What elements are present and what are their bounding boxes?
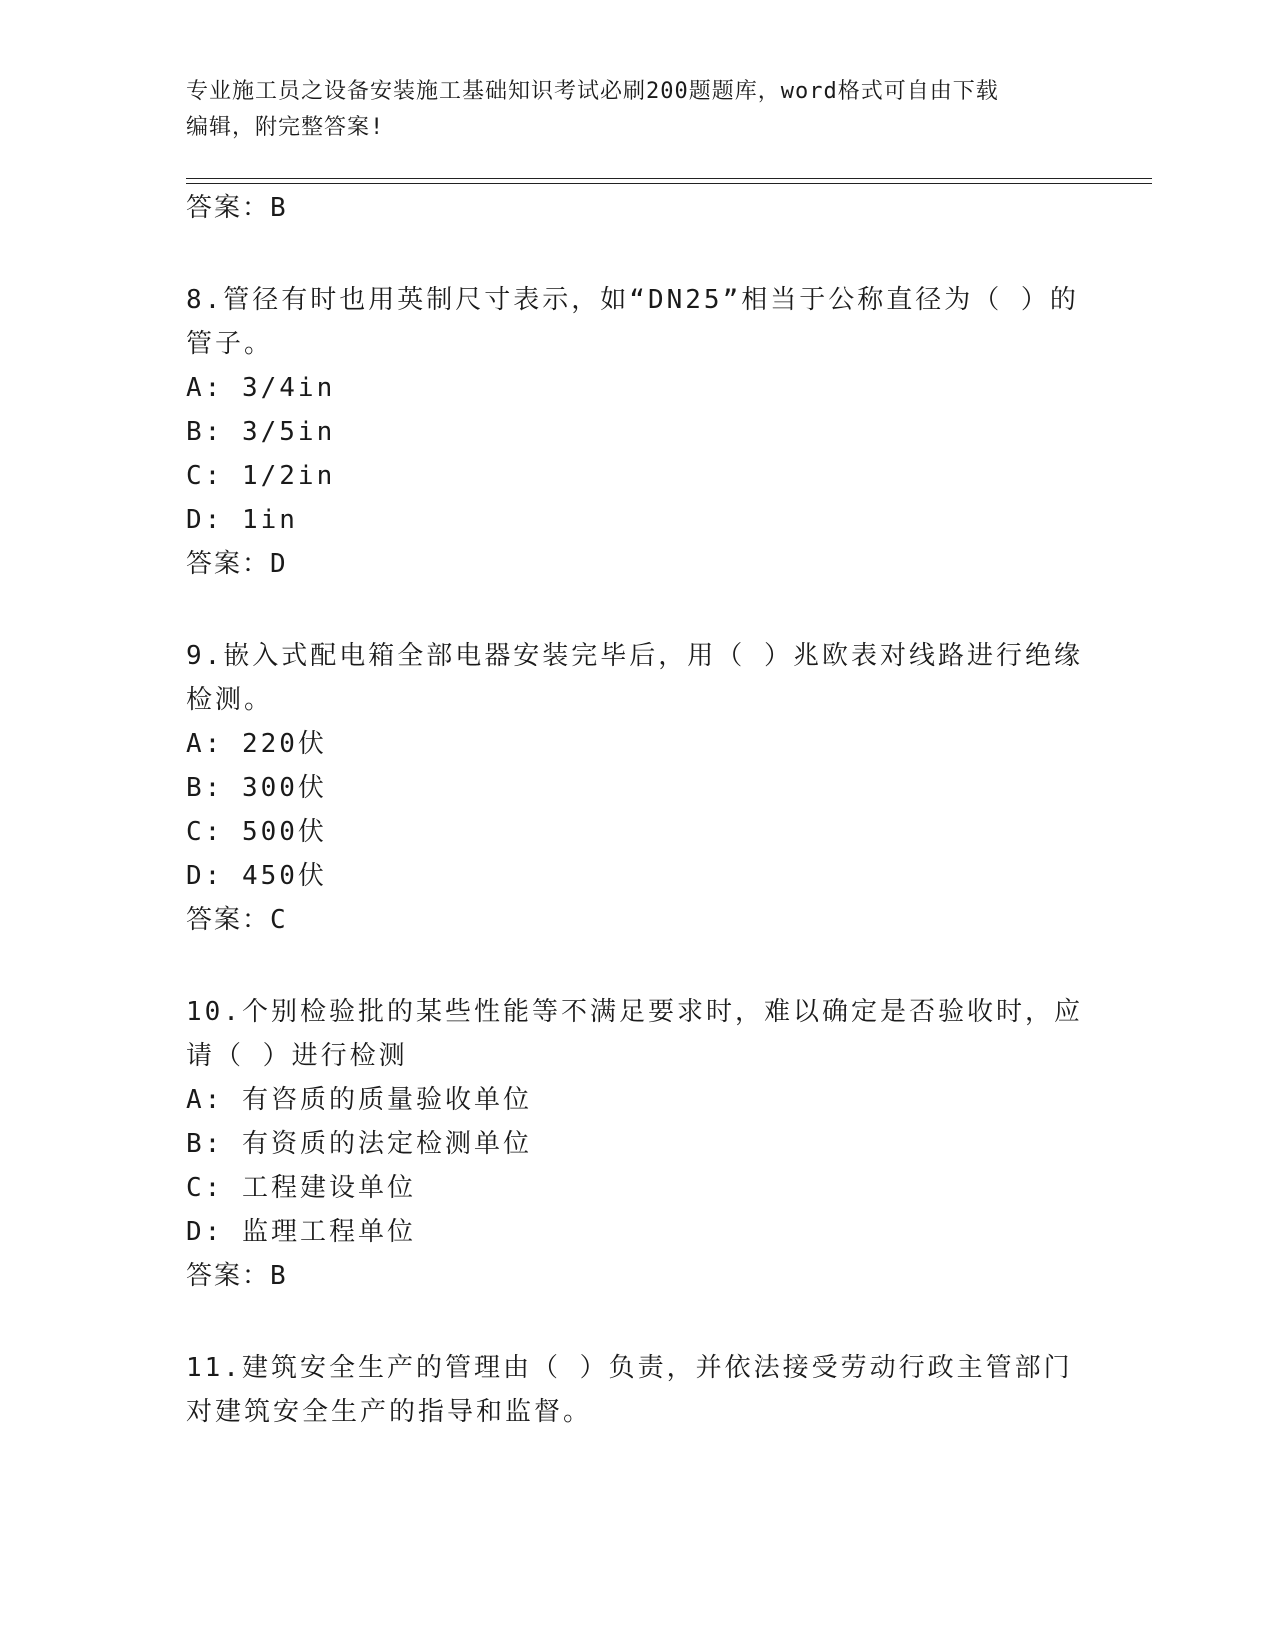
- previous-answer: 答案：B: [186, 193, 288, 223]
- question-10-option-c: C: 工程建设单位: [186, 1173, 416, 1203]
- question-9-stem-line-2: 检测。: [186, 685, 274, 715]
- question-8-stem-line-1: 8.管径有时也用英制尺寸表示，如“DN25”相当于公称直径为（ ）的: [186, 285, 1079, 315]
- question-8-option-d: D: 1in: [186, 505, 298, 535]
- question-10-stem-line-1: 10.个别检验批的某些性能等不满足要求时，难以确定是否验收时，应: [186, 997, 1083, 1027]
- question-9-option-d: D: 450伏: [186, 861, 327, 891]
- header-title-line-2: 编辑，附完整答案!: [186, 115, 385, 140]
- question-9-option-c: C: 500伏: [186, 817, 327, 847]
- question-8-stem-line-2: 管子。: [186, 329, 274, 359]
- header-divider-bottom: [186, 183, 1152, 184]
- question-10-answer: 答案：B: [186, 1261, 288, 1291]
- question-8-option-b: B: 3/5in: [186, 417, 336, 447]
- question-11-stem-line-1: 11.建筑安全生产的管理由（ ）负责，并依法接受劳动行政主管部门: [186, 1353, 1073, 1383]
- question-10-stem-line-2: 请（ ）进行检测: [186, 1041, 408, 1071]
- question-8-answer: 答案：D: [186, 549, 288, 579]
- question-10-option-a: A: 有咨质的质量验收单位: [186, 1085, 532, 1115]
- question-10-option-d: D: 监理工程单位: [186, 1217, 416, 1247]
- question-9-stem-line-1: 9.嵌入式配电箱全部电器安装完毕后，用（ ）兆欧表对线路进行绝缘: [186, 641, 1083, 671]
- question-10-option-b: B: 有资质的法定检测单位: [186, 1129, 532, 1159]
- question-9-option-b: B: 300伏: [186, 773, 327, 803]
- question-8-option-c: C: 1/2in: [186, 461, 336, 491]
- document-header: [186, 74, 1086, 146]
- question-9-answer: 答案：C: [186, 905, 288, 935]
- header-divider-top: [186, 178, 1152, 179]
- header-title-line-1: 专业施工员之设备安装施工基础知识考试必刷200题题库，word格式可自由下载: [186, 79, 999, 104]
- question-11-stem-line-2: 对建筑安全生产的指导和监督。: [186, 1397, 593, 1427]
- question-9-option-a: A: 220伏: [186, 729, 327, 759]
- question-8-option-a: A: 3/4in: [186, 373, 336, 403]
